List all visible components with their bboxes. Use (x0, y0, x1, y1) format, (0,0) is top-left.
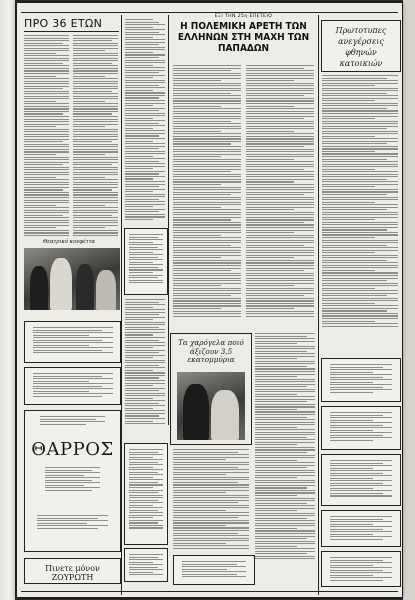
feature-headline: Η ΠΟΛΕΜΙΚΗ ΑΡΕΤΗ ΤΩΝ ΕΛΛΗΝΩΝ ΣΤΗ ΜΑΧΗ ΤΩΝ ΠΑΠΑΔΩΝ (177, 21, 310, 54)
retro-title: ΠΡΟ 36 ΕΤΩΝ (24, 17, 103, 30)
footer-rule (21, 591, 398, 592)
ad-box-2 (24, 367, 121, 405)
feature-kicker: ΕΞΙ ΤΗΝ 25η ΕΠΕΤΕΙΟ (214, 14, 273, 19)
ad-zouroti (24, 558, 121, 584)
newspaper-page (17, 3, 402, 597)
listing-box-3 (124, 548, 168, 582)
feature-text-col-4 (173, 449, 249, 550)
listing-column-2 (125, 299, 165, 426)
wedding-photo (177, 372, 245, 440)
page-binding (0, 0, 15, 600)
feature-text-col-1 (173, 65, 241, 318)
feature-ad (173, 555, 255, 585)
tharros-name: ΘΑΡΡΟΣ (31, 439, 114, 460)
photo-caption: Θεατρικό κονφέττα (43, 239, 96, 245)
listing-column (125, 19, 165, 222)
column-divider (318, 15, 319, 595)
wedding-headline: Τα χαρόγελα ποιό άξιζουν 3,5 εκατομμύρια (178, 338, 244, 364)
theatre-photo (24, 248, 120, 310)
retro-text-col-1 (24, 35, 69, 238)
right-ad-5 (321, 551, 401, 587)
title-rule (24, 31, 119, 32)
listing-box-2 (124, 443, 168, 545)
right-ad-1 (321, 358, 401, 402)
ad-box-1 (24, 321, 121, 363)
zouroti-line: Πινετε μόνον ΖΟΥΡΩΤΗ (45, 564, 100, 582)
right-headline: Πρωτοτυπες ανεγέρσεις φθηνών κατοικιών (335, 26, 387, 68)
scan-edge (403, 0, 415, 600)
right-ad-4 (321, 510, 401, 547)
feature-text-col-3 (255, 333, 315, 561)
right-headline-box (321, 20, 401, 72)
feature-text-col-2 (246, 65, 314, 318)
listing-box (124, 228, 168, 295)
right-ad-3 (321, 454, 401, 506)
column-divider (168, 15, 169, 425)
right-text-col-1 (322, 75, 398, 328)
column-divider (121, 15, 122, 595)
ad-tharros (24, 410, 121, 552)
wedding-story (170, 333, 252, 445)
header-rule (21, 12, 398, 13)
retro-text-col-2 (73, 35, 118, 238)
right-ad-2 (321, 406, 401, 450)
